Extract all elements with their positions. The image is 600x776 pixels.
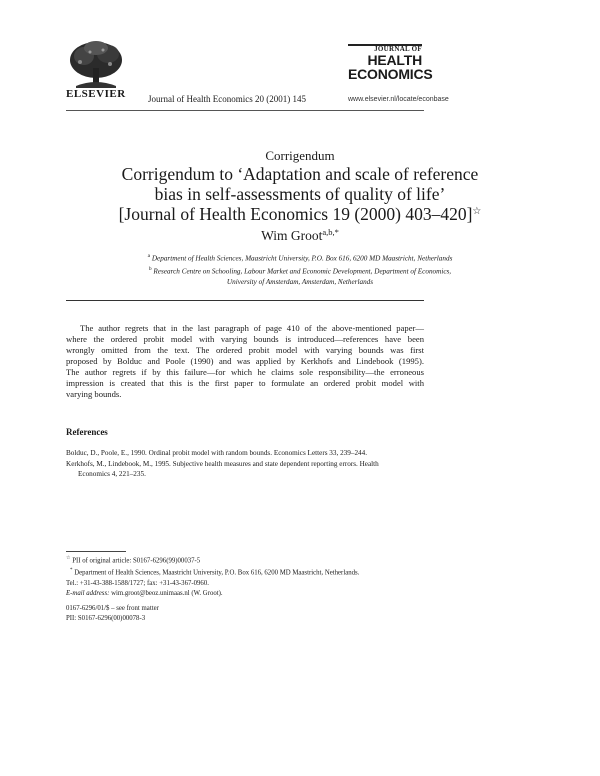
section-label: Corrigendum xyxy=(265,148,335,163)
journal-logo-line1: HEALTH xyxy=(367,52,422,68)
title-line: [Journal of Health Economics 19 (2000) 403–420]☆ xyxy=(118,204,482,224)
issn-line: 0167-6296/01/$ – see front matter xyxy=(66,605,159,612)
journal-logo-top: JOURNAL OF xyxy=(374,45,422,53)
reference-item[interactable]: Bolduc, D., Poole, E., 1990. Ordinal probit model with random bounds. Economics Letters 33, 239–244. xyxy=(66,449,368,457)
title-line: bias in self-assessments of quality of life’ xyxy=(154,184,446,204)
body-line: varying bounds. xyxy=(66,389,122,399)
body-line: The author regrets that in the last paragraph of page 410 of the above-mentioned paper— xyxy=(80,323,424,333)
body-line: wrongly omitted from the text. The ordered probit model with varying bounds was first xyxy=(66,345,424,355)
reference-item[interactable]: Kerkhofs, M., Lindebook, M., 1995. Subjective health measures and state dependent reporting errors. Health Economics 4, 221–235. xyxy=(66,459,379,478)
footnote-pii-original: ☆ PII of original article: S0167-6296(99)00037-5 xyxy=(66,556,201,565)
author-name: Wim Groot xyxy=(261,228,323,243)
journal-logo-line2: ECONOMICS xyxy=(348,66,433,82)
title-footnote-mark[interactable]: ☆ xyxy=(472,206,482,217)
body-line: where the ordered probit model with varying bounds is introduced—references have been xyxy=(66,334,424,344)
publisher-name: ELSEVIER xyxy=(66,88,126,100)
footnotes xyxy=(66,554,424,599)
article-title xyxy=(60,164,540,224)
author-affiliation-marks[interactable]: a,b,* xyxy=(322,227,339,237)
header-divider xyxy=(66,110,424,111)
body-line: impression is created that this is the first paper to formulate an ordered probit model with xyxy=(66,378,424,388)
affiliations xyxy=(60,251,540,287)
journal-citation: Journal of Health Economics 20 (2001) 145 xyxy=(148,94,306,104)
footnote-divider xyxy=(66,551,126,552)
issn-block xyxy=(66,604,159,624)
body-line: The author regrets if by this failure—for which he claims sole responsibility—the erroneous xyxy=(66,367,424,377)
title-divider xyxy=(66,300,424,301)
journal-website[interactable]: www.elsevier.nl/locate/econbase xyxy=(348,96,449,103)
references-heading: References xyxy=(66,427,108,437)
affiliation-line: $^a$ Department of Health Sciences, Maastricht University, P.O. Box 616, 6200 MD Maastricht, Netherlands xyxy=(147,253,453,263)
footnote-contact: Tel.: +31-43-388-1588/1727; fax: +31-43-367-0960. xyxy=(66,579,209,587)
footnote-email: E-mail address: wim.groot@beoz.unimaas.nl (W. Groot). xyxy=(66,589,223,597)
footnote-corresponding: * Department of Health Sciences, Maastricht University, P.O. Box 616, 6200 MD Maastricht, Netherlands. xyxy=(70,568,360,577)
affiliation-line: University of Amsterdam, Amsterdam, Netherlands xyxy=(226,277,374,286)
title-line: Corrigendum to ‘Adaptation and scale of reference xyxy=(121,164,479,184)
author-line xyxy=(0,228,600,244)
pii-line: PII: S0167-6296(00)00078-3 xyxy=(66,615,146,622)
journal-logo xyxy=(348,45,433,82)
body-line: proposed by Bolduc and Poole (1990) and was applied by Kerkhofs and Lindebook (1995). xyxy=(66,356,424,366)
body-paragraph xyxy=(66,323,424,400)
affiliation-line: $^b$ Research Centre on Schooling, Labour Market and Economic Development, Department of Economics, xyxy=(148,265,452,276)
email-link[interactable]: wim.groot@beoz.unimaas.nl (W. Groot). xyxy=(111,589,223,597)
reference-list xyxy=(66,448,424,480)
